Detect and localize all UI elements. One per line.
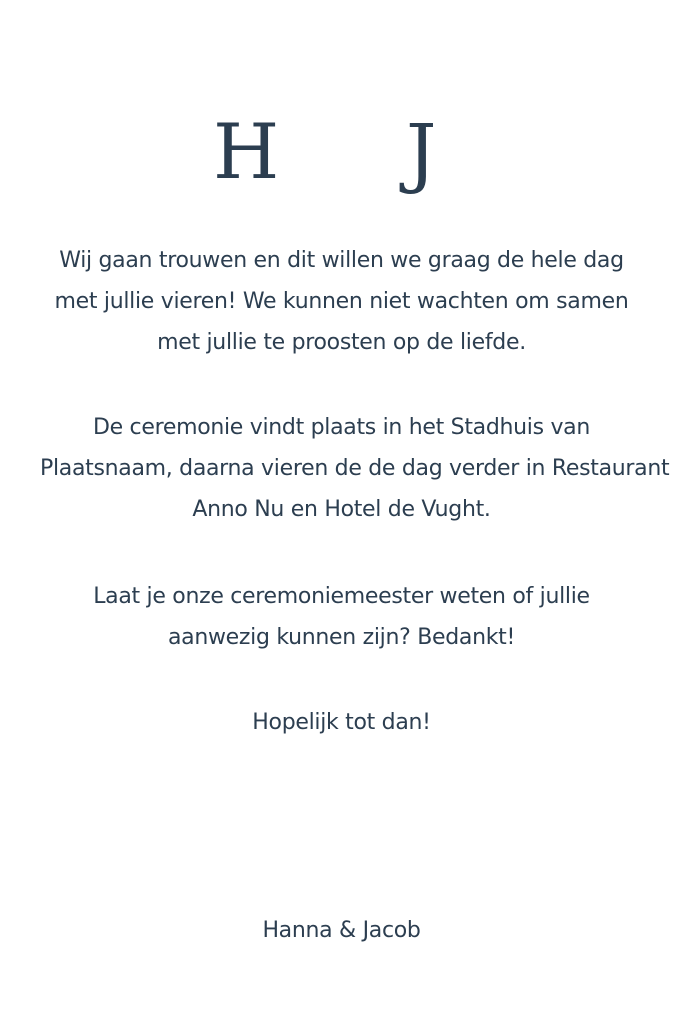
paragraph-line: De ceremonie vindt plaats in het Stadhuis van: [92, 415, 591, 440]
paragraph-line: met jullie te proosten op de liefde.: [157, 330, 526, 355]
paragraph-closing: [40, 702, 643, 743]
paragraph-line: Hopelijk tot dan!: [252, 710, 431, 735]
paragraph-line: Anno Nu en Hotel de Vught.: [192, 497, 491, 522]
paragraph-venue: [40, 407, 670, 530]
monogram: [0, 108, 683, 208]
paragraph-line: Laat je onze ceremoniemeester weten of jullie: [93, 584, 590, 609]
paragraph-line: Wij gaan trouwen en dit willen we graag de hele dag: [59, 248, 624, 273]
paragraph-line: aanwezig kunnen zijn? Bedankt!: [167, 625, 515, 650]
paragraph-line: Plaatsnaam, daarna vieren de de dag verder in Restaurant: [40, 456, 670, 481]
monogram-letter-h: H: [213, 107, 281, 196]
paragraph-intro: [40, 240, 643, 363]
monogram-letter-j: J: [406, 107, 437, 196]
paragraph-rsvp: [40, 576, 643, 658]
signature: Hanna & Jacob: [262, 918, 421, 943]
paragraph-line: met jullie vieren! We kunnen niet wachten om samen: [54, 289, 629, 314]
